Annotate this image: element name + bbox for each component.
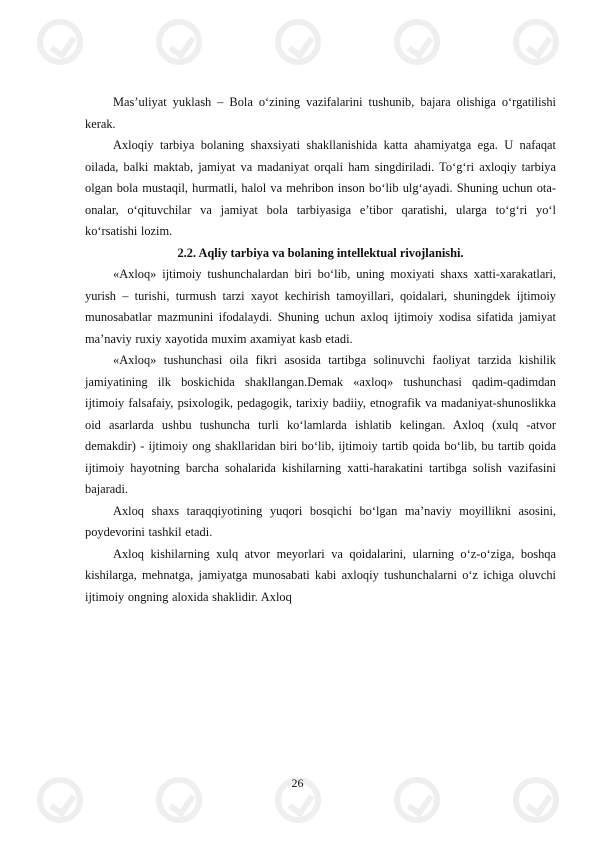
paragraph-moral-education: Axloqiy tarbiya bolaning shaxsiyati shakllanishida katta ahamiyatga ega. U nafaqat oilada, balki maktab, jamiyat va madaniyat orqali ham singdiriladi. To‘g‘ri axloqiy tarbiya olgan bola mustaqil, hurmatli, halol va mehribon inson bo‘lib ulg‘ayadi. Shuning uchun ota-onalar, o‘qituvchilar va jamiyat bola tarbiyasiga e’tibor qaratishi, ularga to‘g‘ri yo‘l ko‘rsatishi lozim. [85,138,556,238]
page-number: 26 [291,776,304,790]
page-body [85,92,556,608]
paragraph-axloq-foundation: Axloq shaxs taraqqiyotining yuqori bosqichi bo‘lgan ma’naviy moyillikni asosini, poydevorini tashkil etadi. [85,503,556,539]
paragraph-responsibility: Mas’uliyat yuklash – Bola o‘zining vazifalarini tushunib, bajara olishiga o‘rgatilishi kerak. [85,95,556,131]
watermark-logo [275,19,321,65]
paragraph-axloq-concept: «Axloq» tushunchasi oila fikri asosida tartibga solinuvchi faoliyat tarzida kishilik jamiyatining ilk boskichida shakllangan.Demak «axloq» tushunchasi qadim-qadimdan ijtimoiy falsafaiy, psixologik, pedagogik, tarixiy badiiy, etnografik va madaniyat-shunoslikka oid asarlarda ushbu tushuncha turli ko‘lamlarda ishlatib kelingan. Axloq (xulq -atvor demakdir) - ijtimoiy ong shakllaridan biri bo‘lib, ijtimoiy tartib qoida bo‘lib, bu tartib qoida ijtimoiy hayotning barcha sohalarida kishilarning xatti-harakatini tartibga solish vazifasini bajaradi. [85,353,556,496]
watermark-logo [513,19,559,65]
watermark-logo [156,19,202,65]
paragraph-axloq-definition: «Axloq» ijtimoiy tushunchalardan biri bo‘lib, uning moxiyati shaxs xatti-xarakatlari, yurish – turishi, turmush tarzi xayot kechirish tamoyillari, qoidalari, shuningdek ijtimoiy munosabatlar mazmunini ifodalaydi. Shuning uchun axloq ijtimoiy xodisa sifatida jamiyat ma’naviy ruxiy xayotida muxim axamiyat kasb etadi. [85,267,556,346]
section-heading: 2.2. Aqliy tarbiya va bolaning intellektual rivojlanishi. [177,245,464,260]
watermark-logo [394,19,440,65]
watermark-top [0,12,595,72]
paragraph-axloq-norms: Axloq kishilarning xulq atvor meyorlari va qoidalarini, ularning o‘z-o‘ziga, boshqa kishilarga, mehnatga, jamiyatga munosabati kabi axloqiy tushunchalarni o‘z ichiga oluvchi ijtimoiy ongning aloxida shaklidir. Axloq [85,546,556,604]
watermark-logo [37,19,83,65]
